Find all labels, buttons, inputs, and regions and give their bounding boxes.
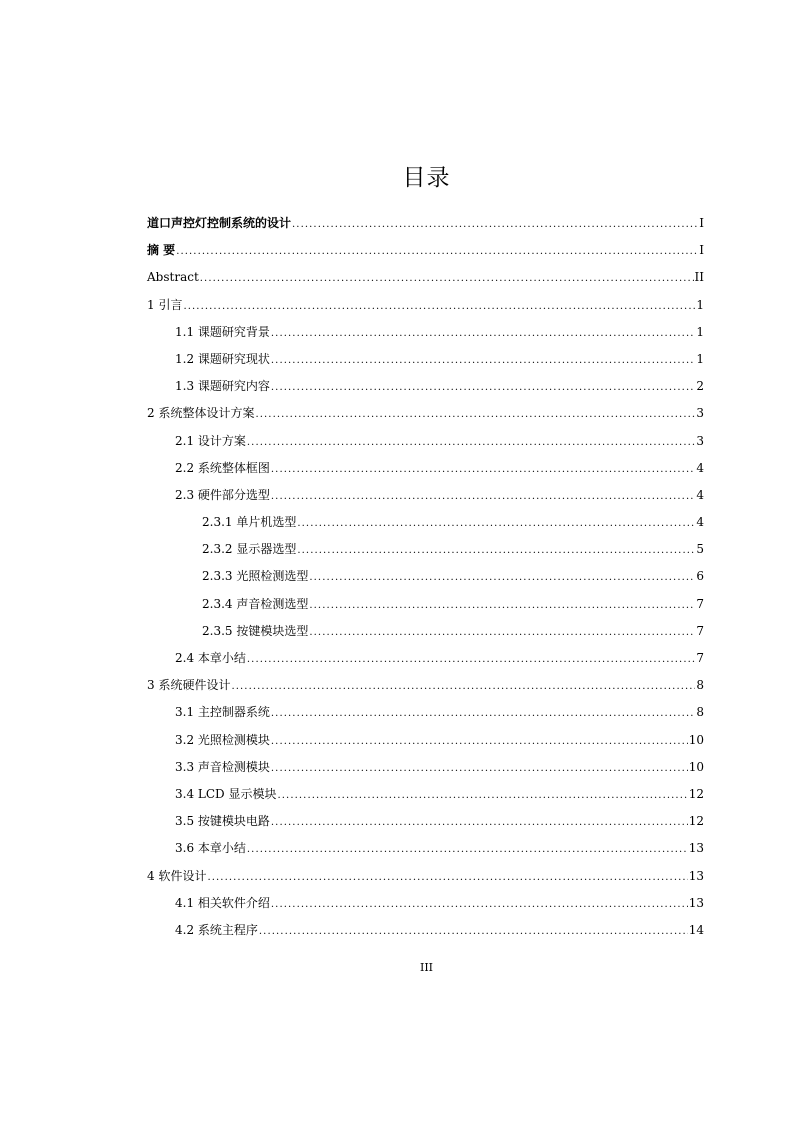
toc-entry-label: 3.1 主控制器系统 (175, 705, 270, 720)
toc-entry[interactable] (147, 917, 704, 944)
toc-entry-page: 13 (688, 868, 704, 883)
toc-entry[interactable] (147, 863, 704, 890)
toc-entry-page: 13 (688, 841, 704, 856)
toc-dot-leader (271, 456, 695, 483)
toc-entry-page: 3 (696, 433, 704, 448)
toc-entry-label: 1 引言 (147, 297, 183, 312)
toc-entry-page: 8 (696, 705, 704, 720)
toc-entry-label: 2.1 设计方案 (175, 433, 246, 448)
toc-entry-label: 3 系统硬件设计 (147, 678, 231, 693)
toc-entry-page: 12 (688, 786, 704, 801)
toc-entry-page: I (699, 216, 704, 230)
toc-entry[interactable] (147, 210, 704, 237)
toc-dot-leader (183, 293, 695, 320)
toc-entry-page: 10 (688, 732, 704, 747)
toc-dot-leader (309, 564, 695, 591)
toc-entry[interactable] (147, 428, 704, 455)
toc-entry[interactable] (147, 373, 704, 400)
toc-dot-leader (271, 728, 688, 755)
toc-entry[interactable] (147, 727, 704, 754)
toc-dot-leader (176, 238, 698, 265)
page-title: 目录 (402, 165, 451, 191)
toc-dot-leader (271, 347, 695, 374)
toc-entry-label: 2.3 硬件部分选型 (175, 487, 270, 502)
toc-dot-leader (309, 619, 695, 646)
toc-entry-page: 1 (696, 351, 704, 366)
toc-entry-label: Abstract (147, 270, 199, 285)
toc-entry-label: 道口声控灯控制系统的设计 (147, 216, 292, 230)
toc-dot-leader (255, 401, 695, 428)
toc-dot-leader (271, 320, 695, 347)
toc-entry-page: 1 (696, 324, 704, 339)
toc-entry-label: 2 系统整体设计方案 (147, 406, 255, 421)
toc-entry-page: 7 (696, 651, 704, 665)
toc-entry-page: 8 (696, 678, 704, 693)
toc-entry-label: 1.1 课题研究背景 (175, 324, 270, 339)
toc-entry[interactable] (147, 808, 704, 835)
toc-entry-page: 6 (696, 569, 704, 584)
toc-entry-label: 3.2 光照检测模块 (175, 732, 270, 747)
page-number: III (419, 961, 434, 974)
toc-entry-label: 3.5 按键模块电路 (175, 814, 270, 829)
toc-dot-leader (247, 429, 695, 456)
toc-entry[interactable] (147, 754, 704, 781)
toc-dot-leader (271, 374, 695, 401)
toc-dot-leader (247, 836, 688, 863)
toc-entry-page: 13 (688, 895, 704, 910)
toc-entry-label: 摘 要 (147, 243, 176, 258)
toc-entry-label: 4.1 相关软件介绍 (175, 895, 270, 910)
toc-entry[interactable] (147, 699, 704, 726)
table-of-contents (147, 210, 704, 944)
toc-entry-page: 7 (696, 623, 704, 638)
toc-entry[interactable] (147, 400, 704, 427)
toc-entry-page: 12 (688, 814, 704, 829)
toc-dot-leader (297, 510, 695, 537)
toc-dot-leader (292, 211, 698, 238)
toc-entry-label: 3.4 LCD 显示模块 (175, 786, 277, 801)
toc-entry[interactable] (147, 890, 704, 917)
toc-entry[interactable] (147, 781, 704, 808)
toc-entry[interactable] (147, 835, 704, 862)
toc-dot-leader (259, 918, 688, 945)
toc-entry[interactable] (147, 618, 704, 645)
toc-dot-leader (271, 809, 688, 836)
toc-dot-leader (309, 592, 695, 619)
toc-entry-label: 3.3 声音检测模块 (175, 759, 270, 774)
toc-entry-label: 2.3.5 按键模块选型 (202, 623, 309, 638)
toc-entry-page: 14 (688, 922, 704, 937)
toc-entry-page: 10 (688, 759, 704, 774)
toc-dot-leader (271, 700, 695, 727)
toc-dot-leader (207, 864, 687, 891)
toc-entry[interactable] (147, 264, 704, 291)
toc-entry[interactable] (147, 292, 704, 319)
toc-entry-page: 4 (696, 487, 704, 502)
toc-entry-page: 5 (696, 542, 704, 557)
toc-entry[interactable] (147, 672, 704, 699)
toc-dot-leader (271, 891, 688, 918)
toc-entry[interactable] (147, 346, 704, 373)
toc-entry[interactable] (147, 482, 704, 509)
toc-entry-label: 3.6 本章小结 (175, 841, 246, 856)
toc-entry-page: 4 (696, 515, 704, 530)
toc-dot-leader (231, 673, 695, 700)
toc-dot-leader (200, 265, 694, 292)
toc-entry[interactable] (147, 319, 704, 346)
toc-entry-label: 2.4 本章小结 (175, 651, 246, 665)
toc-entry-label: 1.3 课题研究内容 (175, 379, 270, 394)
toc-entry[interactable] (147, 645, 704, 672)
toc-entry[interactable] (147, 509, 704, 536)
toc-dot-leader (247, 646, 695, 673)
toc-dot-leader (271, 483, 695, 510)
toc-entry-label: 4.2 系统主程序 (175, 922, 258, 937)
toc-entry-page: 2 (696, 379, 704, 394)
toc-entry-label: 2.3.4 声音检测选型 (202, 596, 309, 611)
toc-dot-leader (278, 782, 688, 809)
toc-entry-label: 2.2 系统整体框图 (175, 460, 270, 475)
toc-entry[interactable] (147, 591, 704, 618)
toc-entry-page: II (694, 270, 704, 285)
toc-entry-page: I (699, 243, 704, 258)
toc-entry-label: 4 软件设计 (147, 868, 207, 883)
toc-dot-leader (271, 755, 688, 782)
toc-dot-leader (297, 537, 695, 564)
toc-entry-page: 1 (696, 297, 704, 312)
toc-entry-label: 2.3.1 单片机选型 (202, 515, 297, 530)
toc-entry[interactable] (147, 536, 704, 563)
toc-entry-label: 2.3.3 光照检测选型 (202, 569, 309, 584)
toc-entry[interactable] (147, 563, 704, 590)
toc-entry[interactable] (147, 237, 704, 264)
toc-entry-label: 2.3.2 显示器选型 (202, 542, 297, 557)
toc-entry[interactable] (147, 455, 704, 482)
toc-entry-label: 1.2 课题研究现状 (175, 351, 270, 366)
toc-entry-page: 4 (696, 460, 704, 475)
toc-entry-page: 3 (696, 406, 704, 421)
toc-entry-page: 7 (696, 596, 704, 611)
